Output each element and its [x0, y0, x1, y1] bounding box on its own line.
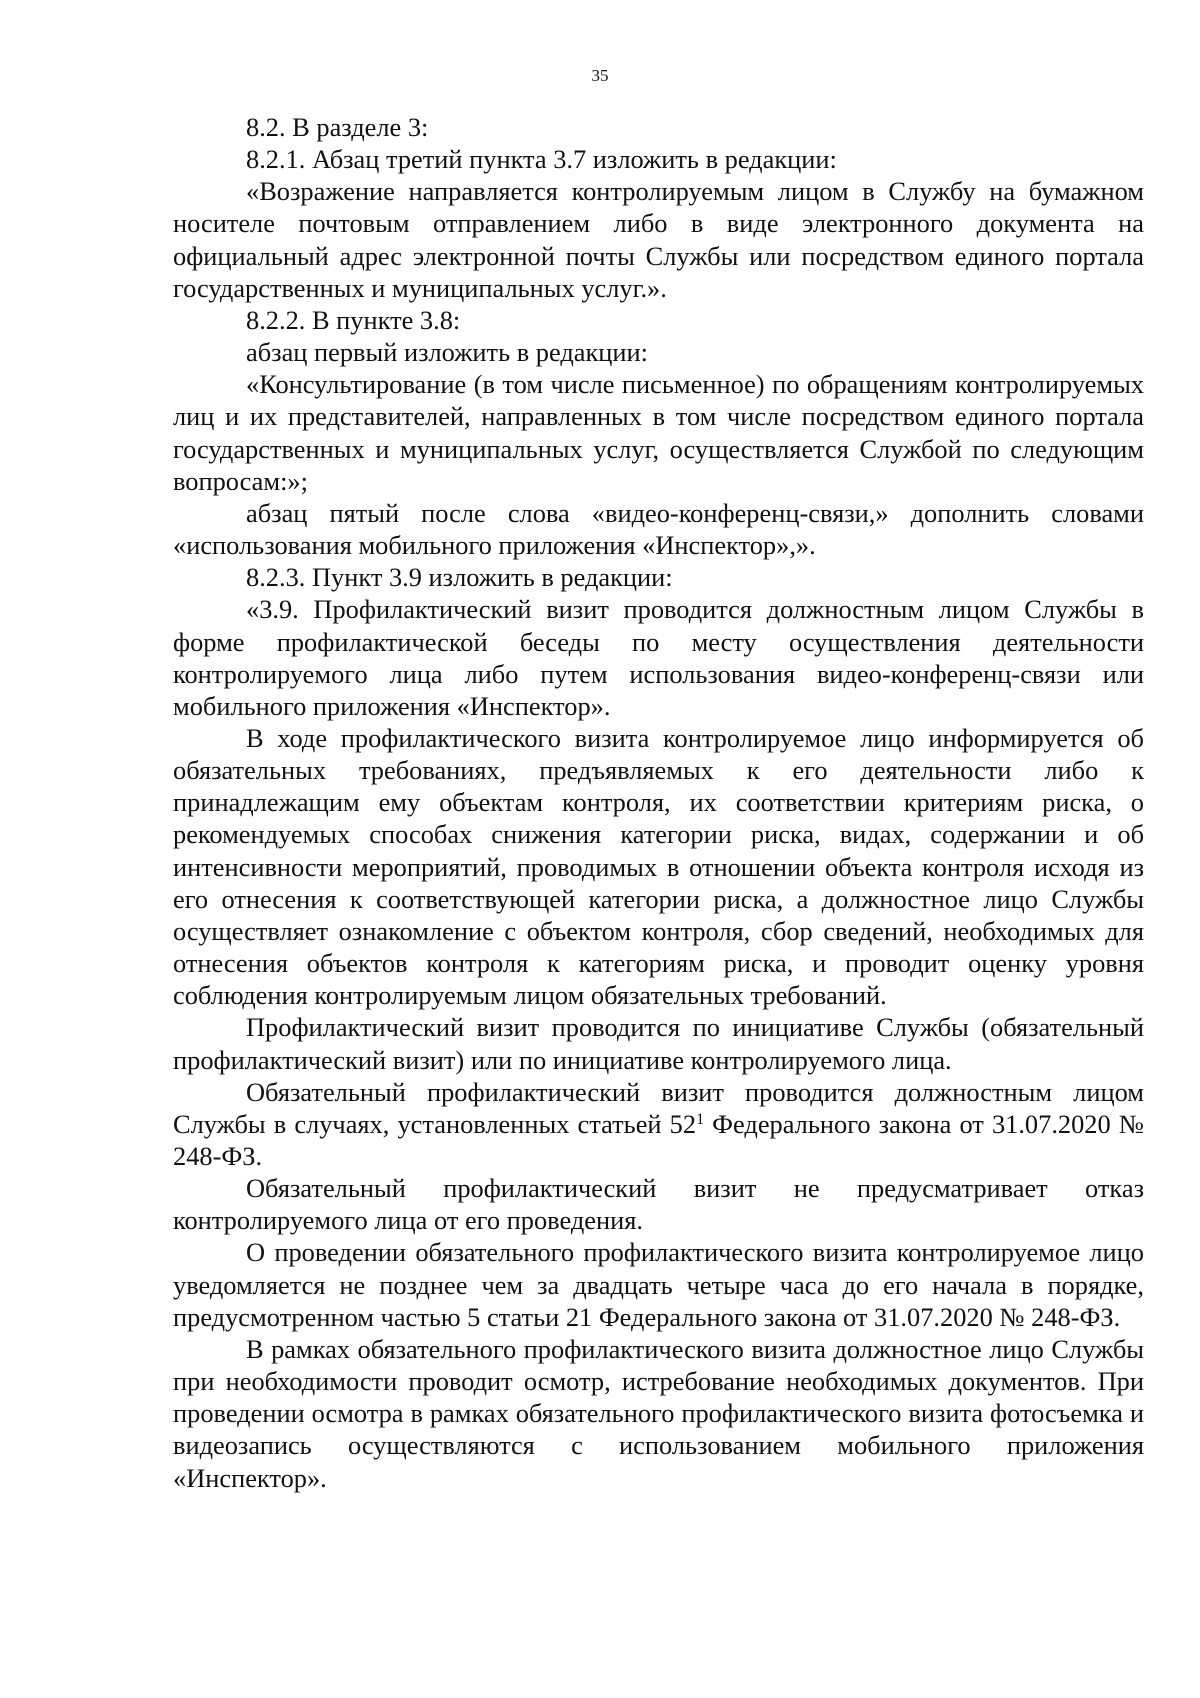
paragraph-notification: О проведении обязательного профилактического визита контролируемое лицо уведомляется не позднее чем за двадцать четыре часа до его начала в порядке, предусмотренном частью 5 статьи 21 Федерального закона от 31.07.2020 № 248-ФЗ.: [173, 1237, 1144, 1332]
page-number: 35: [591, 66, 609, 85]
paragraph-visit-course: В ходе профилактического визита контролируемое лицо информируется об обязательных требованиях, предъявляемых к его деятельности либо к принадлежащим ему объектам контроля, их соответствии критериям риска, о рекомендуемых способах снижения категории риска, видах, содержании и об интенсивности мероприятий, проводимых в отношении объекта контроля исходя из его отнесения к соответствующей категории риска, а должностное лицо Службы осуществляет ознакомление с объектом контроля, сбор сведений, необходимых для отнесения объектов контроля к категориям риска, и проводит оценку уровня соблюдения контролируемым лицом обязательных требований.: [173, 722, 1144, 1011]
paragraph-8-2-1: 8.2.1. Абзац третий пункта 3.7 изложить в редакции:: [246, 144, 837, 175]
paragraph-8-2-2: 8.2.2. В пункте 3.8:: [246, 304, 461, 335]
mandatory-visit-text-after: Федерального закона от 31.07.2020 № 248-ФЗ.: [173, 1108, 1144, 1171]
mandatory-visit-text-before: Обязательный профилактический визит проводится должностным лицом Службы в случаях, установленных статьей 52: [173, 1076, 1144, 1139]
paragraph-3-9: «3.9. Профилактический визит проводится должностным лицом Службы в форме профилактической беседы по месту осуществления деятельности контролируемого лица либо путем использования видео-конференц-связи или мобильного приложения «Инспектор».: [173, 594, 1144, 721]
paragraph-no-refusal: Обязательный профилактический визит не предусматривает отказ контролируемого лица от его проведения.: [173, 1173, 1144, 1236]
paragraph-fifth-abzac: абзац пятый после слова «видео-конференц-связи,» дополнить словами «использования мобильного приложения «Инспектор»,».: [173, 497, 1144, 561]
paragraph-first-abzac: абзац первый изложить в редакции:: [246, 337, 649, 368]
paragraph-inspection: В рамках обязательного профилактического визита должностное лицо Службы при необходимости проводит осмотр, истребование необходимых документов. При проведении осмотра в рамках обязательного профилактического визита фотосъемка и видеозапись осуществляются с использованием мобильного приложения «Инспектор».: [173, 1333, 1144, 1493]
paragraph-consulting-quote: «Консультирование (в том числе письменное) по обращениям контролируемых лиц и их представителей, направленных в том числе посредством единого портала государственных и муниципальных услуг, осуществляется Службой по следующим вопросам:»;: [173, 369, 1144, 496]
paragraph-visit-initiative: Профилактический визит проводится по инициативе Службы (обязательный профилактический визит) или по инициативе контролируемого лица.: [173, 1012, 1144, 1075]
paragraph-objection-quote: «Возражение направляется контролируемым лицом в Службу на бумажном носителе почтовым отправлением либо в виде электронного документа на официальный адрес электронной почты Службы или посредством единого портала государственных и муниципальных услуг.».: [173, 176, 1144, 303]
paragraph-8-2: 8.2. В разделе 3:: [246, 112, 429, 142]
article-superscript: 1: [696, 1110, 705, 1128]
paragraph-8-2-3: 8.2.3. Пункт 3.9 изложить в редакции:: [246, 562, 673, 593]
paragraph-mandatory-visit-cases: [173, 1076, 1144, 1172]
document-body: [173, 111, 1144, 1494]
